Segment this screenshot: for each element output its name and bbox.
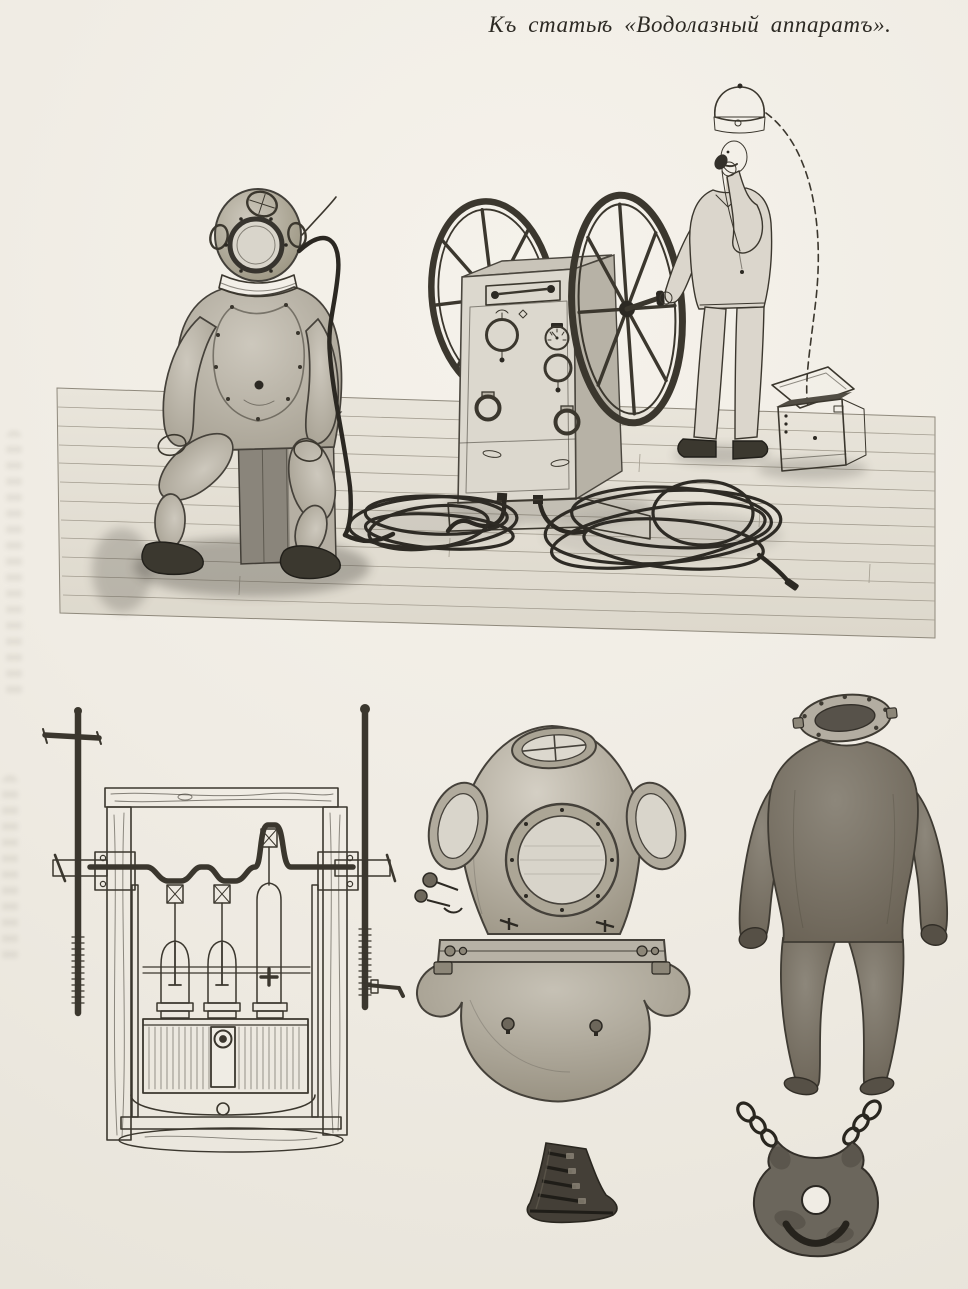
suit-cuffs: [737, 922, 949, 1097]
telephone-cable-dashed: [766, 113, 818, 407]
suit-collar-ring: [791, 689, 899, 746]
suit-body: [740, 740, 948, 1091]
plate-caption: Къ статьѣ «Водолазный аппаратъ».: [488, 12, 892, 37]
diving-helmet-figure: [400, 700, 700, 1105]
main-scene-illustration: [0, 55, 968, 665]
weight-center-hole: [802, 1186, 830, 1214]
attendant-bent-arm: [727, 171, 762, 253]
front-porthole: [506, 804, 618, 916]
helmet-faceplate: [230, 219, 282, 271]
diver-helmet: [208, 188, 308, 281]
right-screw-rod: [359, 704, 403, 1007]
water-tank: [119, 1019, 343, 1152]
corselet: [417, 962, 689, 1101]
diving-boot-figure: [500, 1125, 650, 1235]
attendant-jacket: [690, 188, 772, 309]
pump-mechanism-figure: [35, 685, 405, 1165]
attendant-right-boot: [733, 441, 768, 459]
chest-weight-figure: [720, 1100, 920, 1270]
crankshaft: [53, 825, 395, 890]
diving-suit-figure: [725, 670, 965, 1115]
page-bleed-through-text: [2, 775, 18, 965]
air-valve-fittings: [415, 873, 462, 913]
lifeline-cord: [302, 197, 336, 235]
sailor-cap: [714, 84, 765, 134]
attendant-left-boot: [678, 439, 716, 457]
weight-chains: [734, 1098, 883, 1149]
